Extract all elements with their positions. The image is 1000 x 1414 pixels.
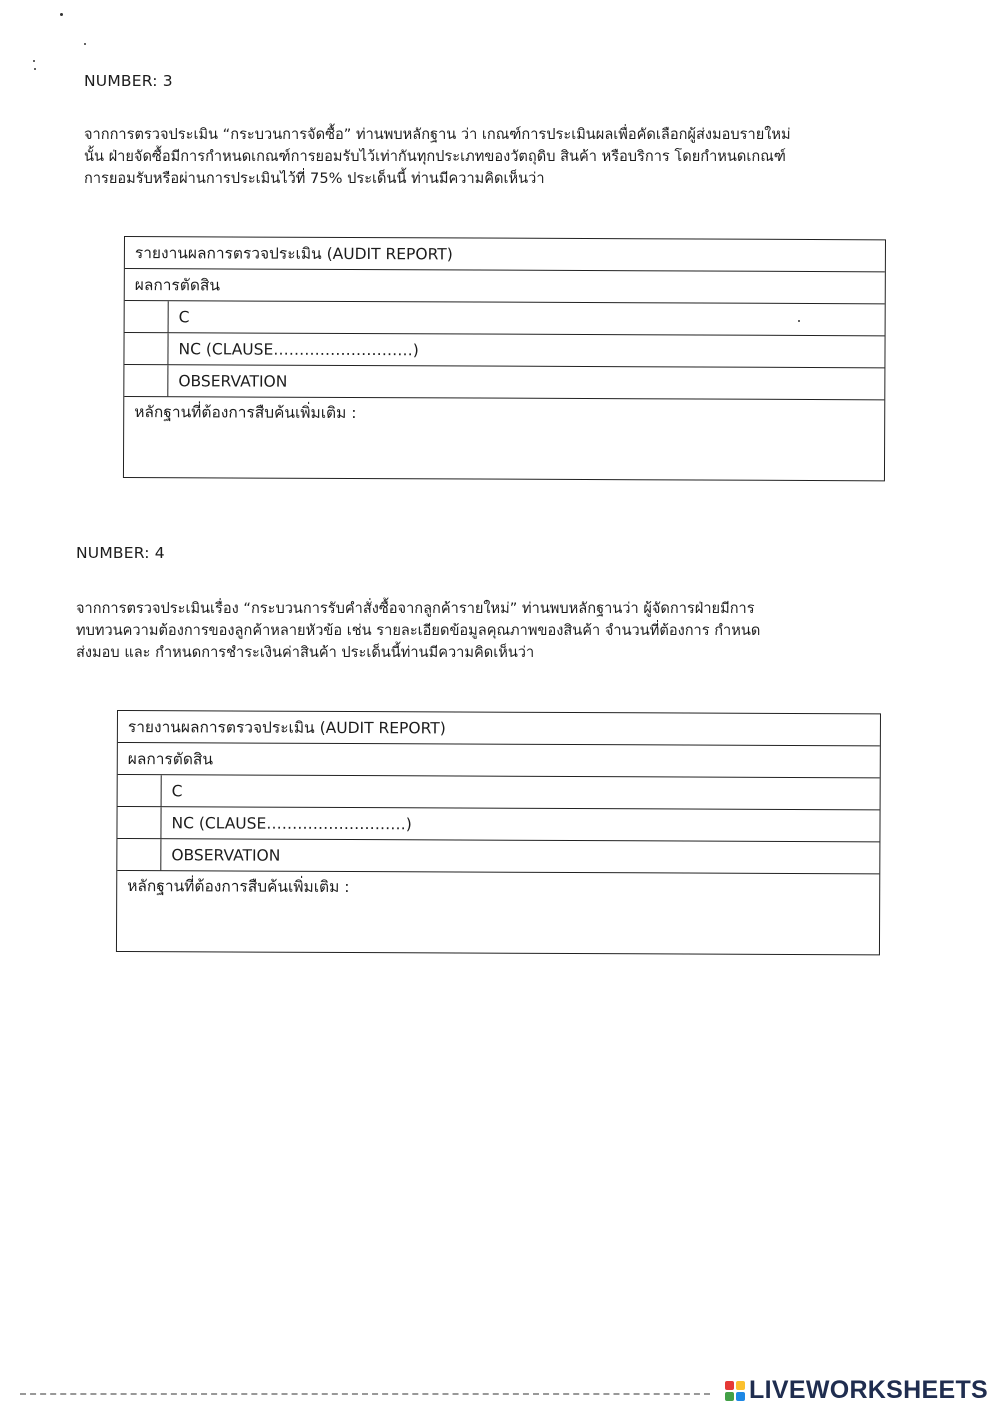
option-label-nc: NC (CLAUSE………………………)	[171, 814, 412, 834]
option-label-c: C	[178, 308, 190, 327]
question-line: ทบทวนความต้องการของลูกค้าหลายหัวข้อ เช่น รายละเอียดข้อมูลคุณภาพของสินค้า จำนวนที่ต้องการ กำหนด	[76, 622, 761, 639]
logo-square	[736, 1381, 745, 1390]
liveworksheets-logo[interactable]	[725, 1376, 988, 1405]
question-text-3	[84, 124, 791, 190]
scan-speck	[34, 68, 36, 70]
section-number-4: NUMBER: 4	[76, 544, 165, 562]
report-title: รายงานผลการตรวจประเมิน (AUDIT REPORT)	[118, 711, 880, 746]
decision-label: ผลการตัดสิน	[125, 269, 885, 304]
question-line: จากการตรวจประเมิน “กระบวนการจัดซื้อ” ท่านพบหลักฐาน ว่า เกณฑ์การประเมินผลเพื่อคัดเลือกผู้ส่งมอบรายใหม่	[84, 126, 791, 143]
option-row-c	[125, 301, 885, 336]
option-row-observation	[124, 365, 884, 400]
logo-square	[725, 1392, 734, 1401]
logo-square	[725, 1381, 734, 1390]
section-number-3: NUMBER: 3	[84, 72, 173, 90]
option-label-c: C	[171, 782, 183, 801]
checkbox-c[interactable]	[118, 775, 162, 806]
audit-report-table-4	[116, 710, 881, 955]
audit-report-table-3	[123, 236, 886, 481]
option-row-nc	[117, 807, 879, 842]
question-line: ส่งมอบ และ กำหนดการชำระเงินค่าสินค้า ประเด็นนี้ท่านมีความคิดเห็นว่า	[76, 644, 535, 661]
option-label-observation: OBSERVATION	[178, 372, 288, 391]
scan-speck	[60, 13, 63, 16]
evidence-label: หลักฐานที่ต้องการสืบค้นเพิ่มเติม :	[134, 403, 357, 423]
checkbox-observation[interactable]	[117, 839, 161, 870]
decision-label: ผลการตัดสิน	[118, 743, 880, 778]
checkbox-nc[interactable]	[124, 333, 168, 364]
checkbox-observation[interactable]	[124, 365, 168, 396]
option-label-nc: NC (CLAUSE………………………)	[178, 340, 419, 360]
logo-square	[736, 1392, 745, 1401]
option-label-observation: OBSERVATION	[171, 846, 281, 865]
brand-name: LIVEWORKSHEETS	[749, 1376, 988, 1404]
checkbox-nc[interactable]	[117, 807, 161, 838]
scan-speck	[33, 60, 35, 62]
evidence-field[interactable]	[117, 871, 879, 954]
option-row-observation	[117, 839, 879, 874]
report-title: รายงานผลการตรวจประเมิน (AUDIT REPORT)	[125, 237, 885, 272]
option-row-c	[118, 775, 880, 810]
question-line: จากการตรวจประเมินเรื่อง “กระบวนการรับคำสั่งซื้อจากลูกค้ารายใหม่” ท่านพบหลักฐานว่า ผู้จัดการฝ่ายมีการ	[76, 600, 755, 617]
evidence-field[interactable]	[124, 397, 884, 480]
scan-speck	[84, 43, 86, 45]
question-line: นั้น ฝ่ายจัดซื้อมีการกำหนดเกณฑ์การยอมรับไว้เท่ากันทุกประเภทของวัตถุดิบ สินค้า หรือบริการ โดยกำหนดเกณฑ์	[84, 148, 786, 165]
evidence-label: หลักฐานที่ต้องการสืบค้นเพิ่มเติม :	[127, 877, 350, 897]
checkbox-c[interactable]	[125, 301, 169, 332]
question-line: การยอมรับหรือผ่านการประเมินไว้ที่ 75% ประเด็นนี้ ท่านมีความคิดเห็นว่า	[84, 170, 545, 187]
liveworksheets-logo-icon	[725, 1381, 745, 1401]
scan-footer-line	[20, 1393, 710, 1395]
option-row-nc	[124, 333, 884, 368]
question-text-4	[76, 598, 760, 664]
